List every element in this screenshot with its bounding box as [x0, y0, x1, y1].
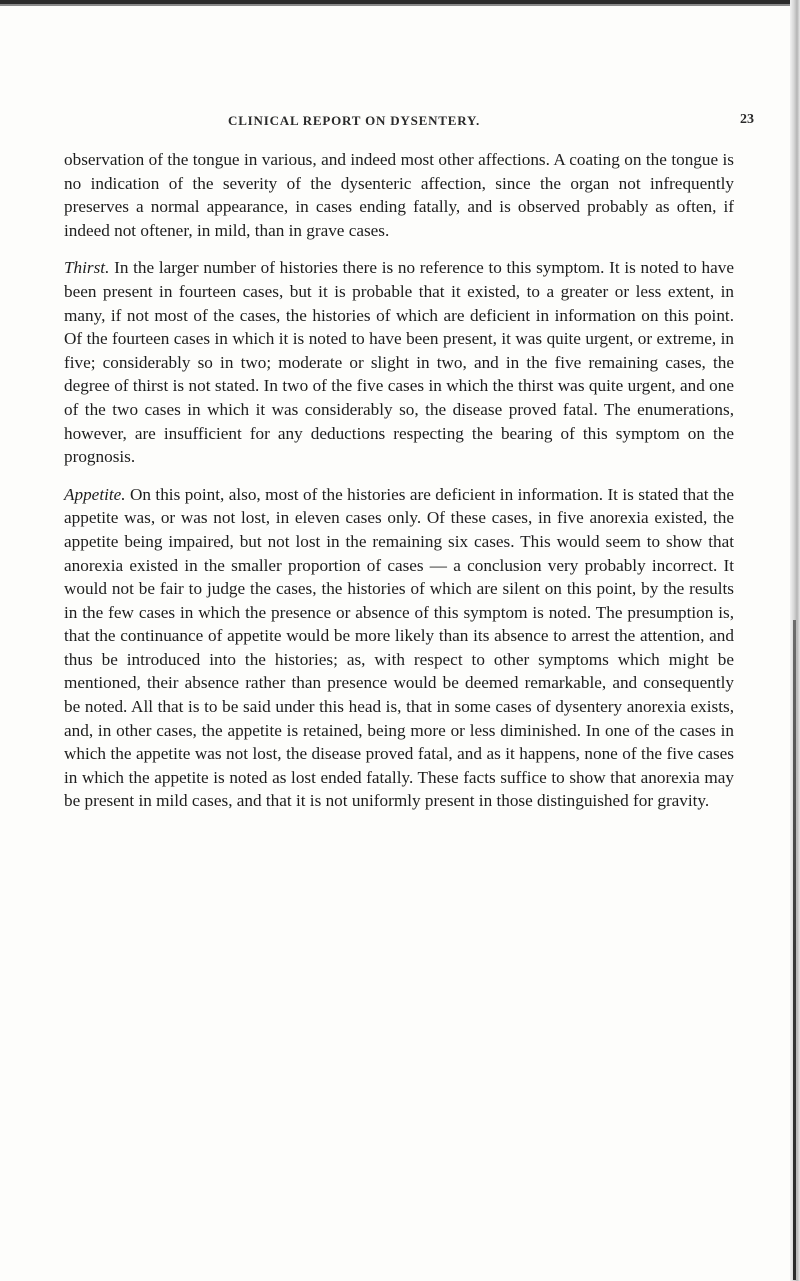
- section-heading-appetite: Appetite.: [64, 484, 130, 504]
- paragraph-appetite: [64, 483, 734, 813]
- paragraph-text: On this point, also, most of the histories are deficient in information. It is stated that the appetite was, or was not lost, in eleven cases only. Of these cases, in five anorexia existed, the appetite being impaired, but not lost in the remaining six cases. This would seem to show that anorexia existed in the smaller proportion of cases — a conclusion very probably incorrect. It would not be fair to judge the cases, the histories of which are silent on this point, by the results in the few cases in which the presence or absence of this symptom is noted. The presumption is, that the continuance of appetite would be more likely than its absence to arrest the attention, and thus be introduced into the histories; as, with respect to other symptoms which might be mentioned, their absence rather than presence would be deemed remarkable, and consequently be noted. All that is to be said under this head is, that in some cases of dysentery anorexia exists, and, in other cases, the appetite is retained, being more or less diminished. In one of the cases in which the appetite was not lost, the disease proved fatal, and as it happens, none of the five cases in which the appetite is noted as lost ended fatally. These facts suffice to show that anorexia may be present in mild cases, and that it is not uniformly present in those distinguished for gravity.: [64, 484, 734, 811]
- paragraph-text: observation of the tongue in various, and indeed most other affections. A coating on the tongue is no indication of the severity of the dysenteric affection, since the organ not infrequently preserves a normal appearance, in cases ending fatally, and is observed probably as often, if indeed not oftener, in mild, than in grave cases.: [64, 150, 734, 240]
- section-heading-thirst: Thirst.: [64, 258, 115, 278]
- binding-shadow: [793, 620, 796, 1280]
- paragraph-text: In the larger number of histories there is no reference to this symptom. It is noted to have been present in fourteen cases, but it is probable that it existed, to a greater or less extent, in many, if not most of the cases, the histories of which are deficient in information on this point. Of the fourteen cases in which it is noted to have been present, it was quite urgent, or extreme, in five; considerably so in two; moderate or slight in two, and in the five remaining cases, the degree of thirst is not stated. In two of the five cases in which the thirst was quite urgent, and one of the two cases in which it was considerably so, the disease proved fatal. The enumerations, however, are insufficient for any deductions respecting the bearing of this symptom on the prognosis.: [64, 258, 734, 467]
- paragraph-thirst: [64, 256, 734, 468]
- running-head: [0, 113, 800, 131]
- body-text: [64, 148, 734, 813]
- paragraph-tongue: [64, 148, 734, 242]
- page-number: 23: [740, 112, 754, 127]
- running-title: CLINICAL REPORT ON DYSENTERY.: [228, 113, 481, 128]
- top-border-shadow: [0, 4, 800, 6]
